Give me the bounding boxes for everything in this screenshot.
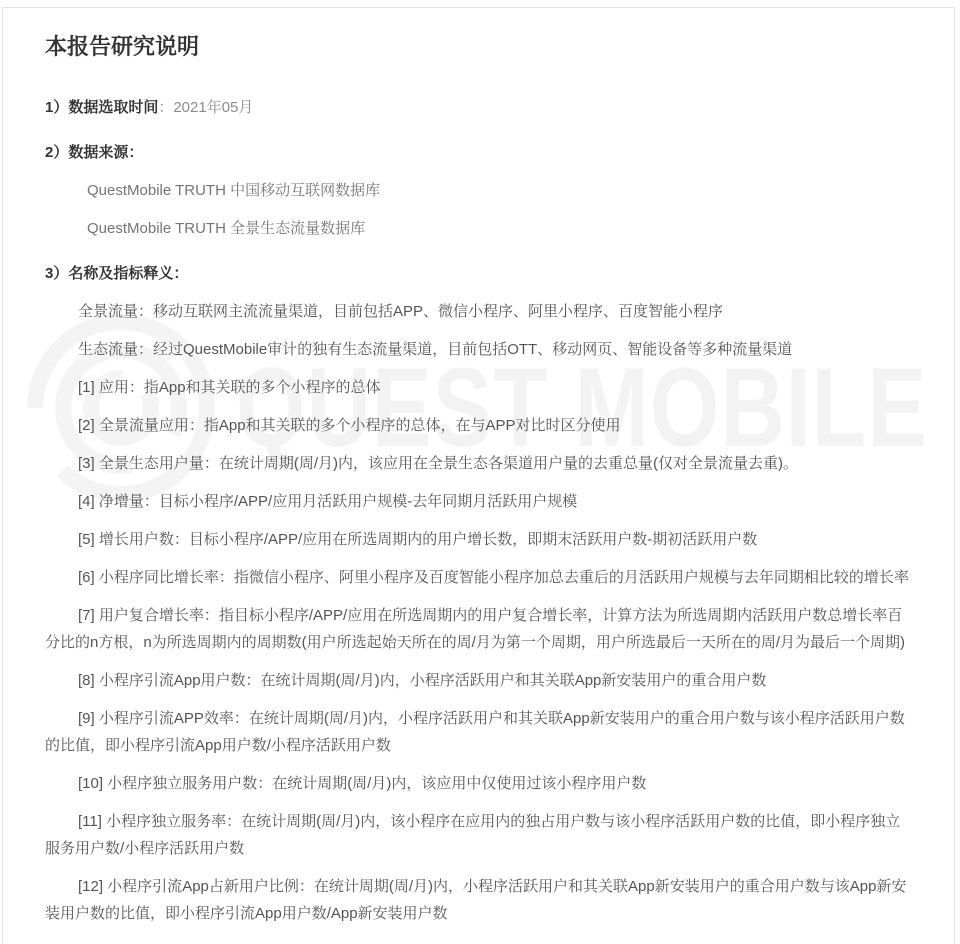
- definition-item: 生态流量：经过QuestMobile审计的独有生态流量渠道，目前包括OTT、移动网页、智能设备等多种流量渠道: [78, 341, 793, 358]
- page-title: 本报告研究说明: [45, 34, 200, 59]
- data-source-item: QuestMobile TRUTH 全景生态流量数据库: [87, 220, 366, 237]
- definition-item: [9] 小程序引流APP效率：在统计周期(周/月)内，小程序活跃用户和其关联App新安装用户的重合用户数与该小程序活跃用户数的比值，即小程序引流App用户数/小程序活跃用户数: [45, 710, 905, 754]
- definition-item: [3] 全景生态用户量：在统计周期(周/月)内，该应用在全景生态各渠道用户量的去重总量(仅对全景流量去重)。: [78, 455, 798, 472]
- definition-item: 全景流量：移动互联网主流流量渠道，目前包括APP、微信小程序、阿里小程序、百度智能小程序: [78, 303, 724, 320]
- definition-item: [11] 小程序独立服务率：在统计周期(周/月)内，该小程序在应用内的独占用户数与该小程序活跃用户数的比值，即小程序独立服务用户数/小程序活跃用户数: [45, 813, 901, 857]
- data-time-row: [45, 94, 910, 121]
- definition-item: [5] 增长用户数：目标小程序/APP/应用在所选周期内的用户增长数，即期末活跃用户数-期初活跃用户数: [78, 531, 758, 548]
- definition-item: [4] 净增量：目标小程序/APP/应用月活跃用户规模-去年同期月活跃用户规模: [78, 493, 578, 510]
- definition-item: [10] 小程序独立服务用户数：在统计周期(周/月)内，该应用中仅使用过该小程序用户数: [78, 775, 647, 792]
- definition-item: [1] 应用：指App和其关联的多个小程序的总体: [78, 379, 381, 396]
- data-source-label: 2）数据来源：: [45, 144, 144, 161]
- definition-item: [6] 小程序同比增长率：指微信小程序、阿里小程序及百度智能小程序加总去重后的月活跃用户规模与去年同期相比较的增长率: [78, 569, 909, 586]
- data-time-value: ：2021年05月: [158, 99, 254, 116]
- definition-item: [7] 用户复合增长率：指目标小程序/APP/应用在所选周期内的用户复合增长率，计算方法为所选周期内活跃用户数总增长率百分比的n方根，n为所选周期内的周期数(用户所选起始天所在的周/月为第一个周期，用户所选最后一天所在的周/月为最后一个周期): [45, 607, 906, 651]
- definitions-label: 3）名称及指标释义：: [45, 265, 189, 282]
- data-source-item: QuestMobile TRUTH 中国移动互联网数据库: [87, 182, 381, 199]
- data-time-label: 1）数据选取时间: [45, 99, 159, 116]
- definition-item: [2] 全景流量应用：指App和其关联的多个小程序的总体，在与APP对比时区分使用: [78, 417, 621, 434]
- definition-item: [12] 小程序引流App占新用户比例：在统计周期(周/月)内，小程序活跃用户和其关联App新安装用户的重合用户数与该App新安装用户数的比值，即小程序引流App用户数/App新安装用户数: [45, 878, 907, 922]
- definition-item: [8] 小程序引流App用户数：在统计周期(周/月)内，小程序活跃用户和其关联App新安装用户的重合用户数: [78, 672, 767, 689]
- report-content: [3, 8, 954, 927]
- report-page: [2, 7, 955, 944]
